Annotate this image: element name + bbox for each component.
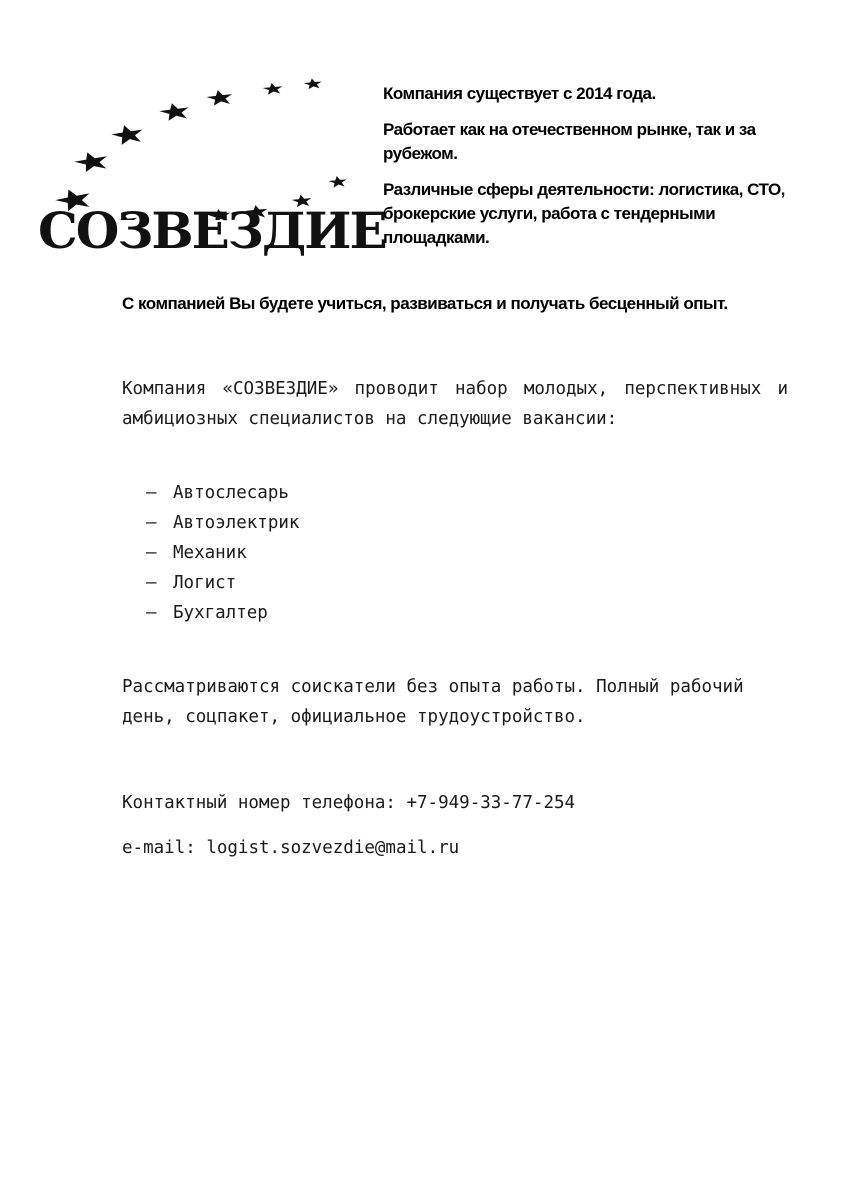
list-dash: – (146, 483, 157, 503)
vacancy-label: Автослесарь (173, 483, 289, 503)
vacancy-label: Бухгалтер (173, 603, 268, 623)
list-item (146, 538, 299, 568)
logo-wordmark: СОЗВЕЗДИЕ (38, 201, 386, 260)
email-label: e-mail: (122, 838, 196, 858)
list-item (146, 478, 299, 508)
tagline: С компанией Вы будете учиться, развиваться и получать бесценный опыт. (122, 294, 728, 313)
list-item (146, 568, 299, 598)
list-item (146, 508, 299, 538)
vacancy-list (146, 478, 299, 628)
fact-activities: Различные сферы деятельности: логистика, СТО, брокерские услуги, работа с тендерными площадками. (383, 180, 785, 247)
list-dash: – (146, 543, 157, 563)
email-line (122, 833, 788, 863)
list-dash: – (146, 603, 157, 623)
company-logo (30, 70, 386, 290)
phone-label: Контактный номер телефона: (122, 793, 396, 813)
fact-founded: Компания существует с 2014 года. (383, 84, 656, 103)
list-dash: – (146, 513, 157, 533)
phone-line (122, 788, 788, 818)
star-constellation-icon (30, 70, 360, 220)
phone-number[interactable]: +7-949-33-77-254 (406, 793, 576, 813)
conditions-paragraph: Рассматриваются соискатели без опыта работы. Полный рабочий день, соцпакет, официальное трудоустройство. (122, 677, 744, 727)
fact-markets: Работает как на отечественном рынке, так и за рубежом. (383, 120, 756, 163)
list-item (146, 598, 299, 628)
vacancy-label: Механик (173, 543, 247, 563)
intro-paragraph: Компания «СОЗВЕЗДИЕ» проводит набор молодых, перспективных и амбициозных специалистов на следующие вакансии: (122, 379, 788, 429)
email-address[interactable]: logist.sozvezdie@mail.ru (206, 838, 460, 858)
list-dash: – (146, 573, 157, 593)
vacancy-label: Логист (173, 573, 237, 593)
company-facts (383, 82, 803, 262)
vacancy-label: Автоэлектрик (173, 513, 300, 533)
